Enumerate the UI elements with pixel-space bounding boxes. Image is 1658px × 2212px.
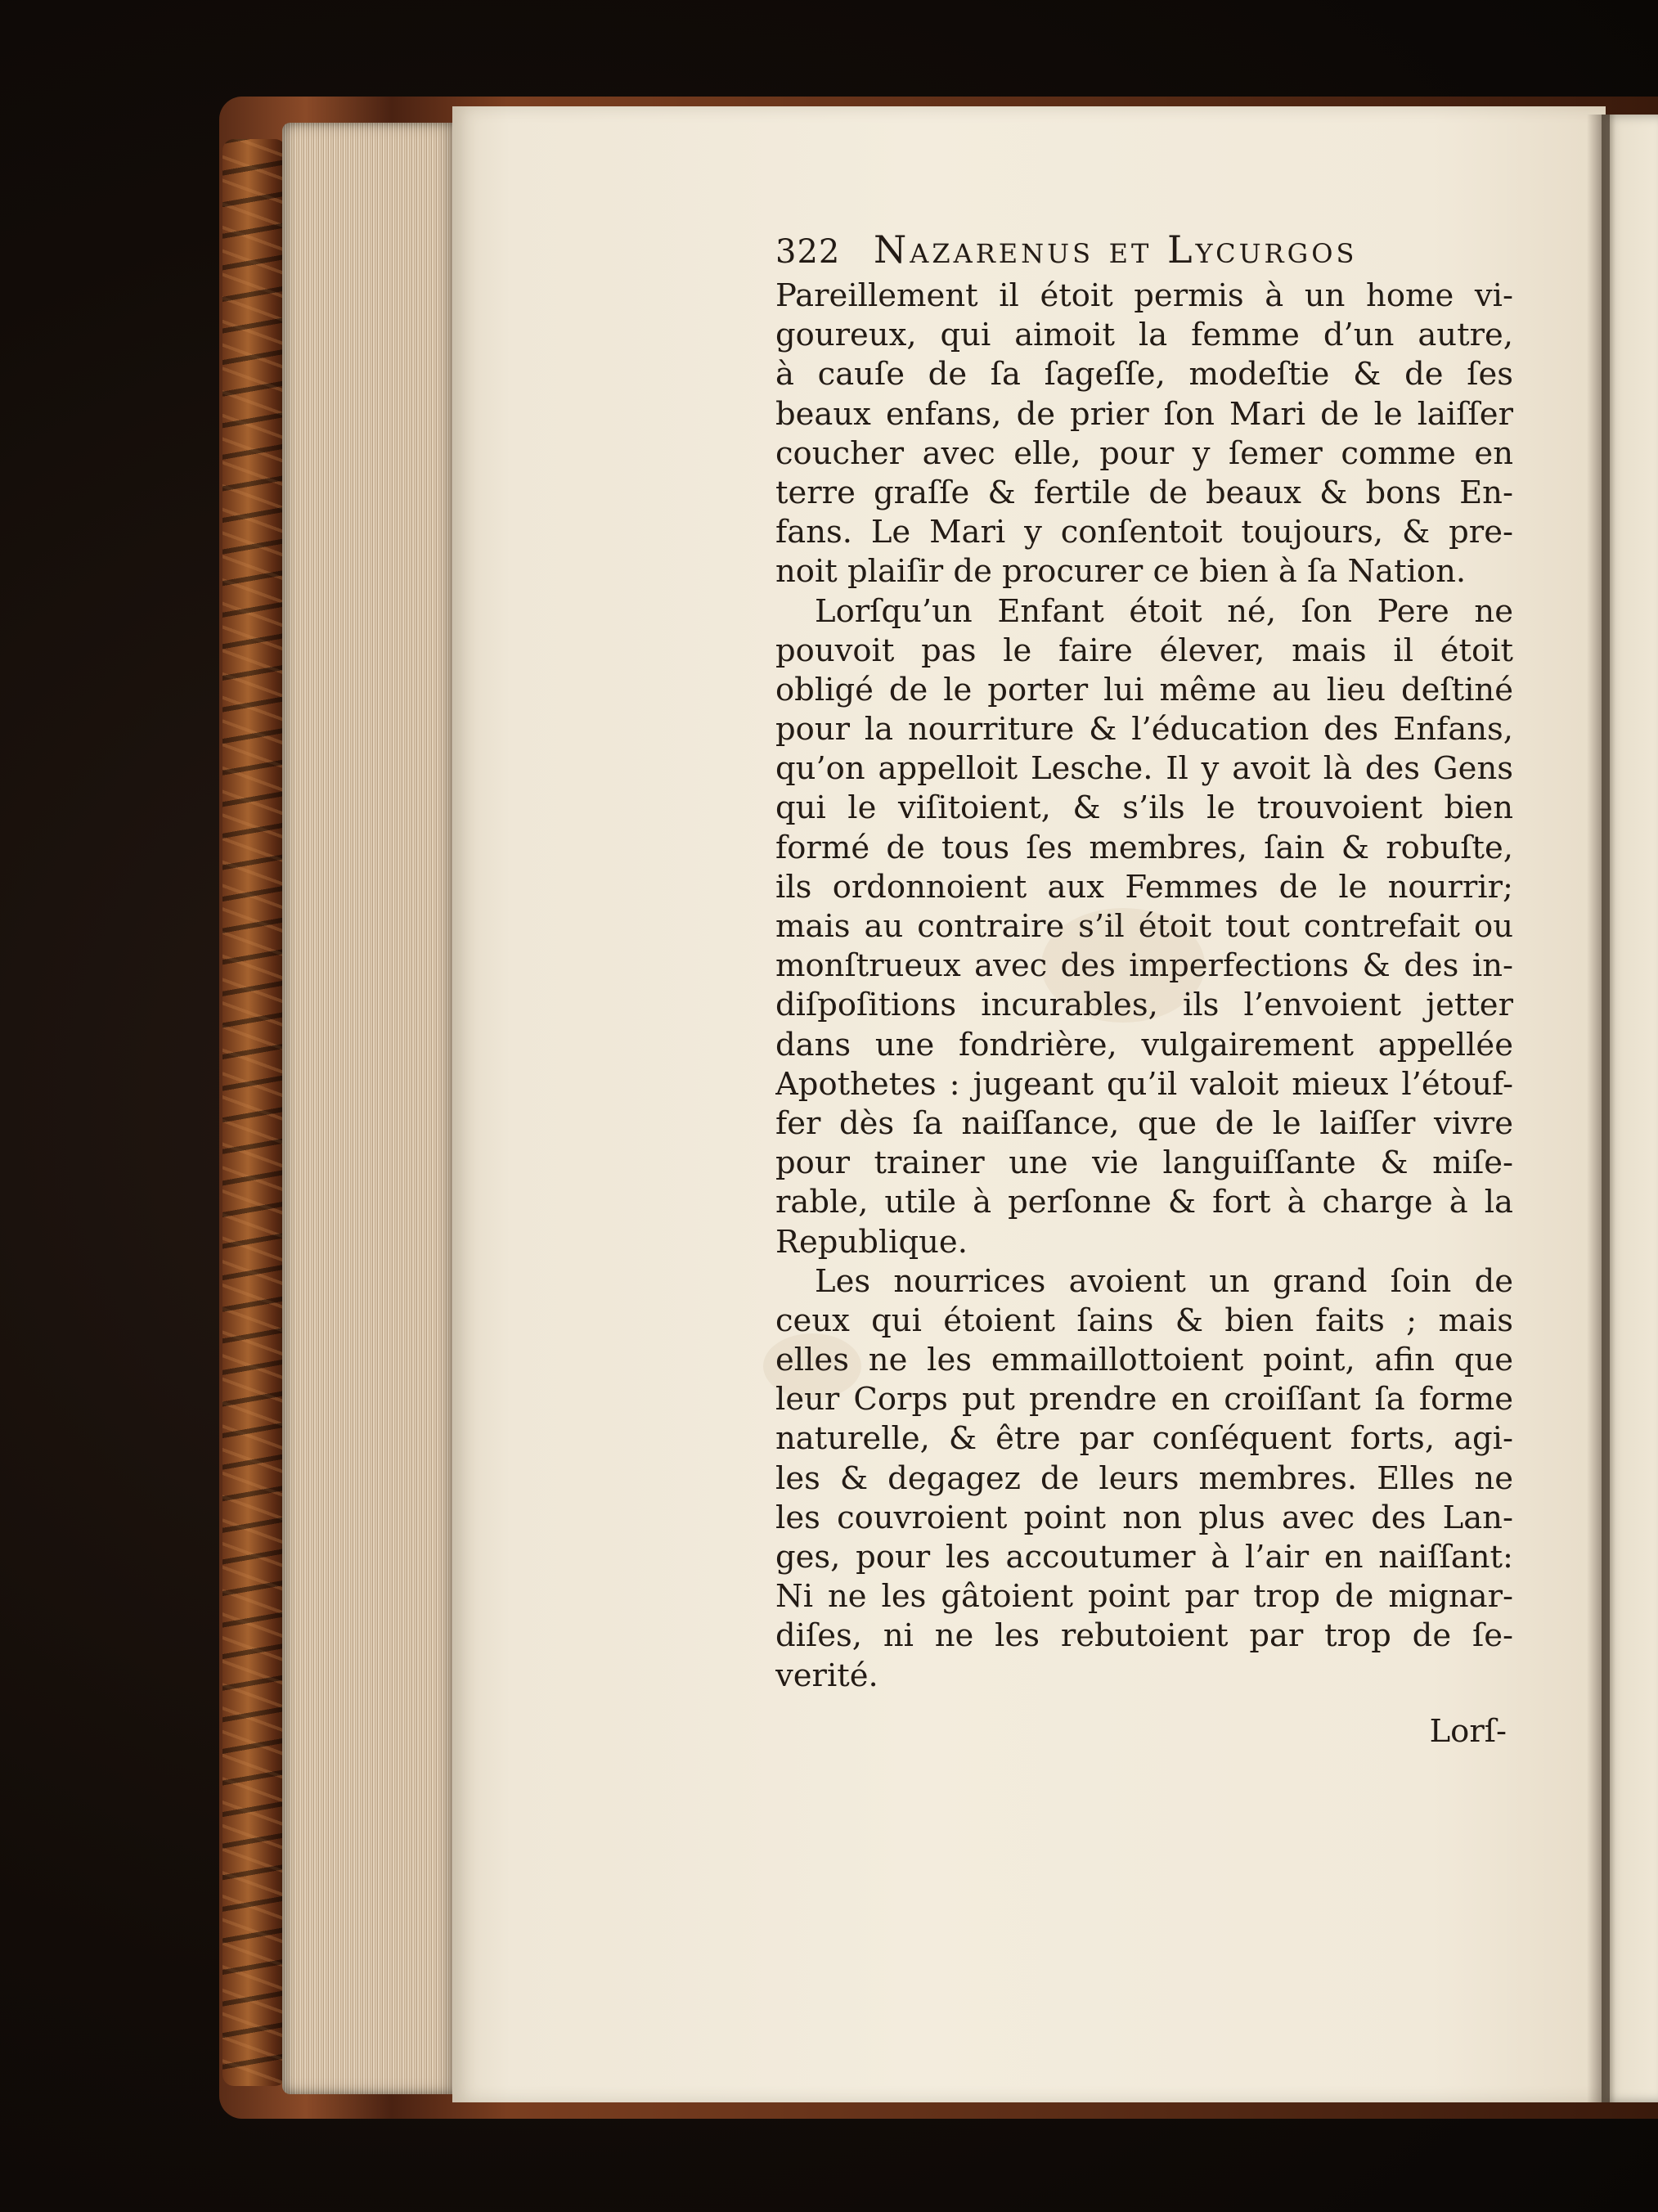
text-line: Ni ne les gâtoient point par trop de mignar- bbox=[775, 1578, 1513, 1616]
text-line: ils ordonnoient aux Femmes de le nourrir; bbox=[775, 868, 1513, 906]
text-line: Apothetes : jugeant qu’il valoit mieux l’étouf- bbox=[775, 1065, 1513, 1103]
text-line: goureux, qui aimoit la femme d’un autre, bbox=[775, 317, 1513, 354]
text-line: diſes, ni ne les rebutoient par trop de ſe- bbox=[775, 1617, 1513, 1655]
text-line: fans. Le Mari y conſentoit toujours, & pre- bbox=[775, 514, 1513, 551]
text-line: naturelle, & être par conſéquent forts, agi- bbox=[775, 1420, 1513, 1458]
catchword: Lorſ- bbox=[1429, 1712, 1507, 1750]
text-line: noit plaiſir de procurer ce bien à ſa Nation. bbox=[775, 553, 1467, 591]
page-text-block bbox=[775, 227, 1513, 1751]
text-line: coucher avec elle, pour y ſemer comme en bbox=[775, 434, 1513, 472]
running-head bbox=[775, 227, 1513, 276]
running-title: Nazarenus et Lycurgos bbox=[874, 227, 1358, 272]
gutter-shadow bbox=[1587, 115, 1610, 2102]
text-line: Lorſqu’un Enfant étoit né, ſon Pere ne bbox=[815, 592, 1513, 630]
text-line: les & degagez de leurs membres. Elles ne bbox=[775, 1459, 1513, 1497]
text-line: rable, utile à perſonne & fort à charge à la bbox=[775, 1184, 1513, 1221]
text-line: elles ne les emmaillottoient point, afin que bbox=[775, 1342, 1513, 1379]
text-line: verité. bbox=[775, 1657, 878, 1694]
text-line: pour la nourriture & l’éducation des Enfans, bbox=[775, 711, 1513, 749]
text-line: obligé de le porter lui même au lieu deſtiné bbox=[775, 671, 1513, 708]
text-line: fer dès ſa naiſſance, que de le laiſſer vivre bbox=[775, 1104, 1513, 1142]
text-line: les couvroient point non plus avec des Lan- bbox=[775, 1499, 1513, 1536]
text-line: diſpoſitions incurables, ils l’envoient jetter bbox=[775, 987, 1513, 1024]
text-line: Les nourrices avoient un grand ſoin de bbox=[815, 1262, 1513, 1300]
text-line: à cauſe de ſa ſageſſe, modeſtie & de ſes bbox=[775, 356, 1513, 393]
text-line: ceux qui étoient ſains & bien faits ; mais bbox=[775, 1302, 1513, 1339]
text-line: ges, pour les accoutumer à l’air en naiſſant: bbox=[775, 1539, 1513, 1576]
text-line: dans une fondrière, vulgairement appellée bbox=[775, 1026, 1513, 1063]
text-line: Pareillement il étoit permis à un home vi- bbox=[775, 277, 1513, 314]
text-line: terre graſſe & fertile de beaux & bons En- bbox=[775, 474, 1513, 511]
text-line: qui le viſitoient, & s’ils le trouvoient bien bbox=[775, 789, 1513, 827]
body-text bbox=[775, 276, 1513, 1696]
text-line: pour trainer une vie languiſſante & miſe- bbox=[775, 1144, 1513, 1182]
facing-page bbox=[1602, 115, 1658, 2102]
text-line: qu’on appelloit Lesche. Il y avoit là des Gens bbox=[775, 750, 1513, 788]
text-line: mais au contraire s’il étoit tout contrefait ou bbox=[775, 908, 1513, 945]
text-line: Republique. bbox=[775, 1223, 968, 1261]
page-edges bbox=[282, 123, 458, 2094]
text-line: monſtrueux avec des imperfections & des in- bbox=[775, 947, 1513, 985]
text-line: pouvoit pas le faire élever, mais il étoit bbox=[775, 632, 1513, 669]
marbled-spine bbox=[222, 139, 286, 2086]
page-number: 322 bbox=[775, 233, 841, 271]
text-line: leur Corps put prendre en croiſſant ſa forme bbox=[775, 1381, 1513, 1418]
text-line: beaux enfans, de prier ſon Mari de le laiſſer bbox=[775, 395, 1513, 433]
text-line: formé de tous ſes membres, ſain & robuſte, bbox=[775, 829, 1513, 866]
